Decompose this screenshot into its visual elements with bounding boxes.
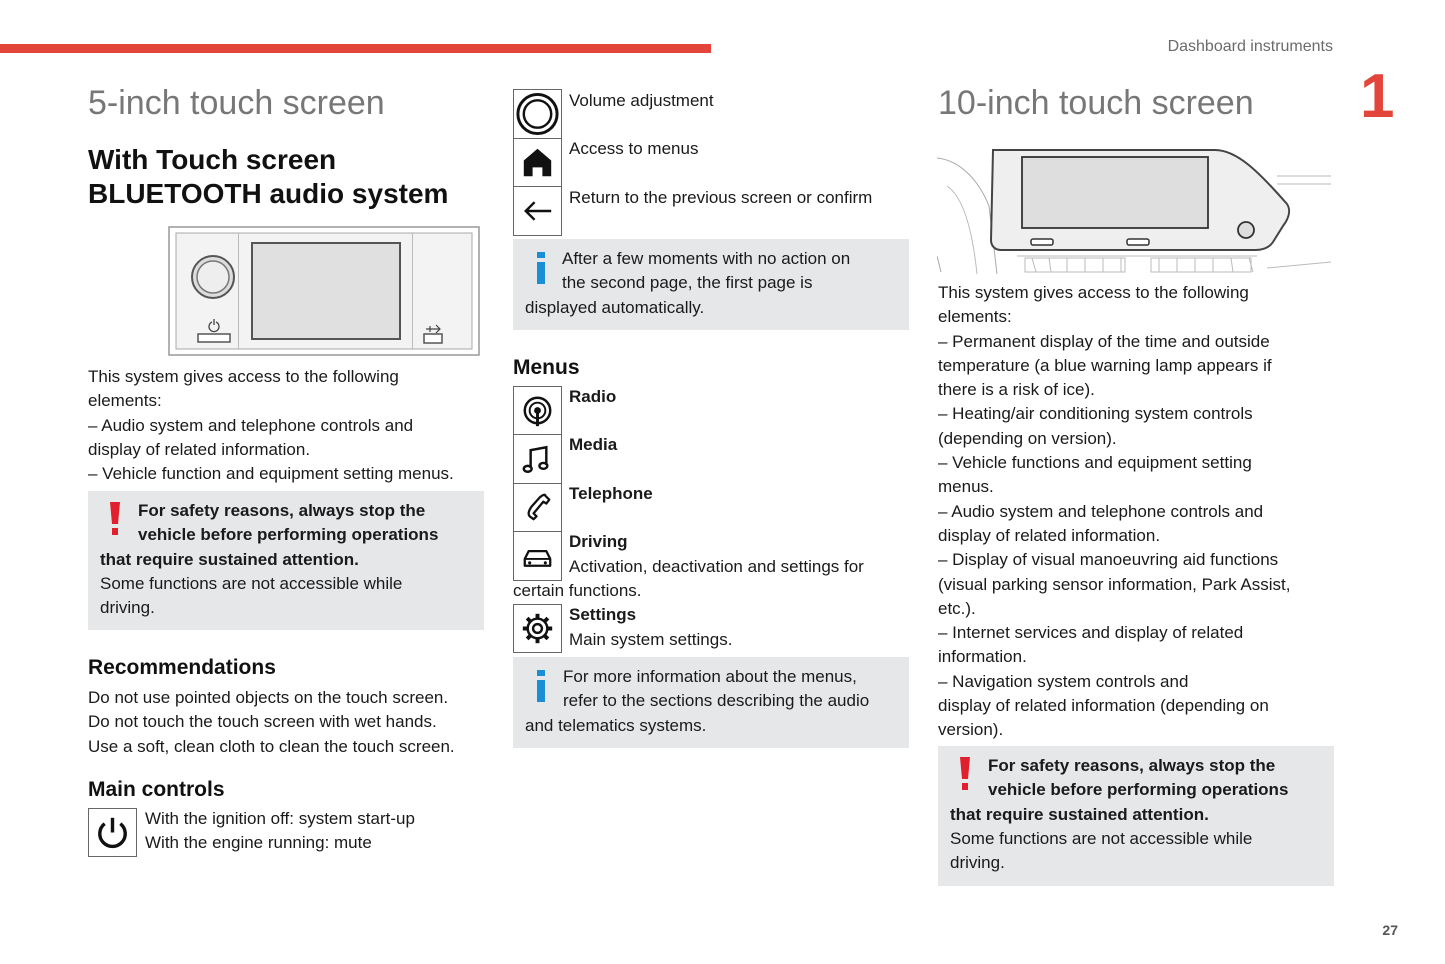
menu-label-telephone: Telephone [569,484,653,503]
info-text: For more information about the menus, refer to the sections describing the audio and telematics systems. [525,667,870,735]
menu-label-media: Media [569,435,618,454]
control-label: Volume adjustment [569,91,714,110]
menu-desc-driving-1: Activation, deactivation and settings for [569,557,864,576]
section-name: Dashboard instruments [1167,38,1333,55]
chapter-number: 1 [1360,62,1395,131]
power-desc-line2: With the engine running: mute [145,833,372,852]
back-arrow-icon [513,186,562,236]
menus-heading: Menus [513,356,580,379]
radio-icon [513,386,562,435]
power-icon [88,808,137,857]
page-number: 27 [1382,922,1398,938]
volume-knob-icon [513,89,562,139]
telephone-icon [513,483,562,532]
safety-warning-text: For safety reasons, always stop the vehicle before performing operations that require sustained attention. Some functions are not accessible while driving. [950,756,1289,873]
safety-warning-box [88,491,484,630]
ten-inch-title: 10-inch touch screen [938,84,1254,122]
five-inch-intro: This system gives access to the following elements: – Audio system and telephone controls and display of related information. – Vehicle function and equipment setting menus. [88,367,454,484]
control-label: Return to the previous screen or confirm [569,188,873,207]
car-icon [513,531,562,581]
gear-icon [513,604,562,653]
info-box-more-information [513,657,909,748]
safety-warning-box [938,746,1334,886]
system-title: With Touch screen BLUETOOTH audio system [88,144,449,209]
home-icon [513,138,562,187]
header-accent-bar [0,44,711,53]
ten-inch-body: This system gives access to the following elements: – Permanent display of the time and outside temperature (a blue warning lamp appears if there is a risk of ice). – Heating/air conditioning system controls (depending on version). – Vehicle functions and equipment setting menus. – Audio system and telephone controls and display of related information. – Display of visual manoeuvring aid functions (visual parking sensor information, Park Assist, etc.). – Internet services and display of related information. – Navigation system controls and display of related information (depending on version). [938,283,1291,740]
menu-label-radio: Radio [569,387,617,406]
menu-desc-settings: Main system settings. [569,630,733,649]
power-desc-line1: With the ignition off: system start-up [145,809,415,828]
five-inch-title: 5-inch touch screen [88,84,385,122]
main-controls-heading: Main controls [88,778,225,801]
recommendations-heading: Recommendations [88,656,276,679]
info-box-auto-page [513,239,909,330]
five-inch-unit-illustration [168,226,480,356]
control-label: Access to menus [569,139,699,158]
menu-label-driving: Driving [569,532,628,551]
menu-desc-driving-2: certain functions. [513,581,642,600]
safety-warning-text: For safety reasons, always stop the vehicle before performing operations that require sustained attention. Some functions are not accessible while driving. [100,501,439,618]
menu-label-settings: Settings [569,605,637,624]
ten-inch-unit-illustration [937,146,1331,274]
music-note-icon [513,434,562,484]
info-text: After a few moments with no action on the second page, the first page is displayed automatically. [525,249,851,317]
recommendations-text: Do not use pointed objects on the touch screen. Do not touch the touch screen with wet hands. Use a soft, clean cloth to clean the touch screen. [88,688,455,756]
